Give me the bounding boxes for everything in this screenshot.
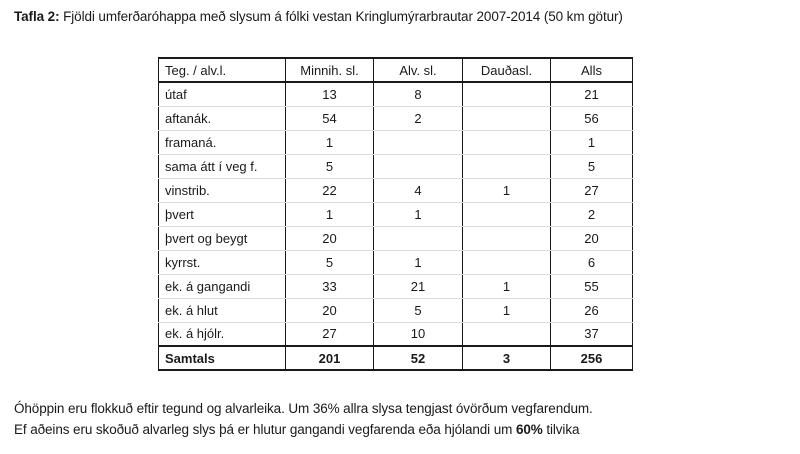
table-row bbox=[159, 226, 633, 250]
table-header bbox=[159, 58, 633, 82]
cell-serious: 10 bbox=[374, 322, 463, 346]
cell-type: ek. á hjólr. bbox=[159, 322, 286, 346]
table-row bbox=[159, 298, 633, 322]
cell-minor: 1 bbox=[286, 130, 374, 154]
cell-serious: 21 bbox=[374, 274, 463, 298]
cell-fatal bbox=[463, 322, 551, 346]
accident-statistics-table-container bbox=[158, 57, 633, 371]
table-totals-row bbox=[159, 346, 633, 370]
cell-type: aftanák. bbox=[159, 106, 286, 130]
cell-fatal: 1 bbox=[463, 178, 551, 202]
cell-serious bbox=[374, 130, 463, 154]
table-body bbox=[159, 82, 633, 370]
totals-fatal: 3 bbox=[463, 346, 551, 370]
cell-type: sama átt í veg f. bbox=[159, 154, 286, 178]
cell-minor: 5 bbox=[286, 154, 374, 178]
table-row bbox=[159, 154, 633, 178]
column-header-fatal: Dauðasl. bbox=[463, 58, 551, 82]
cell-minor: 33 bbox=[286, 274, 374, 298]
column-header-minor: Minnih. sl. bbox=[286, 58, 374, 82]
cell-minor: 27 bbox=[286, 322, 374, 346]
cell-serious: 8 bbox=[374, 82, 463, 106]
table-header-row bbox=[159, 58, 633, 82]
cell-type: þvert bbox=[159, 202, 286, 226]
cell-serious: 4 bbox=[374, 178, 463, 202]
note-line-1 bbox=[14, 398, 794, 419]
column-header-type: Teg. / alv.l. bbox=[159, 58, 286, 82]
cell-serious: 1 bbox=[374, 202, 463, 226]
note-line-2-highlight: 60% bbox=[515, 422, 543, 437]
note-line-1-text: Óhöppin eru flokkuð eftir tegund og alvarleika. Um 36% allra slysa tengjast óvörðum vegfarendum. bbox=[14, 401, 593, 416]
cell-total: 20 bbox=[551, 226, 633, 250]
accident-statistics-table bbox=[158, 57, 633, 371]
cell-fatal bbox=[463, 202, 551, 226]
cell-serious: 1 bbox=[374, 250, 463, 274]
totals-minor: 201 bbox=[286, 346, 374, 370]
cell-type: vinstrib. bbox=[159, 178, 286, 202]
cell-fatal bbox=[463, 154, 551, 178]
cell-type: ek. á gangandi bbox=[159, 274, 286, 298]
cell-fatal bbox=[463, 250, 551, 274]
cell-fatal bbox=[463, 226, 551, 250]
table-row bbox=[159, 202, 633, 226]
note-line-2-text-start: Ef aðeins eru skoðuð alvarleg slys þá er hlutur gangandi vegfarenda eða hjólandi um bbox=[14, 422, 516, 437]
cell-minor: 13 bbox=[286, 82, 374, 106]
table-row bbox=[159, 82, 633, 106]
table-row bbox=[159, 322, 633, 346]
cell-minor: 22 bbox=[286, 178, 374, 202]
cell-minor: 54 bbox=[286, 106, 374, 130]
table-notes bbox=[14, 398, 794, 440]
column-header-serious: Alv. sl. bbox=[374, 58, 463, 82]
cell-type: útaf bbox=[159, 82, 286, 106]
cell-serious: 5 bbox=[374, 298, 463, 322]
cell-total: 56 bbox=[551, 106, 633, 130]
cell-minor: 1 bbox=[286, 202, 374, 226]
cell-minor: 20 bbox=[286, 226, 374, 250]
cell-type: þvert og beygt bbox=[159, 226, 286, 250]
cell-serious bbox=[374, 226, 463, 250]
table-row bbox=[159, 274, 633, 298]
cell-type: ek. á hlut bbox=[159, 298, 286, 322]
caption-text: Fjöldi umferðaróhappa með slysum á fólki vestan Kringlumýrarbrautar 2007-2014 (50 km götur) bbox=[63, 9, 623, 24]
cell-total: 1 bbox=[551, 130, 633, 154]
caption-label: Tafla 2: bbox=[14, 9, 60, 24]
cell-fatal bbox=[463, 130, 551, 154]
cell-serious: 2 bbox=[374, 106, 463, 130]
cell-fatal: 1 bbox=[463, 298, 551, 322]
totals-serious: 52 bbox=[374, 346, 463, 370]
cell-serious bbox=[374, 154, 463, 178]
totals-total: 256 bbox=[551, 346, 633, 370]
cell-fatal bbox=[463, 106, 551, 130]
cell-type: kyrrst. bbox=[159, 250, 286, 274]
table-row bbox=[159, 106, 633, 130]
table-row bbox=[159, 250, 633, 274]
cell-total: 27 bbox=[551, 178, 633, 202]
cell-type: framaná. bbox=[159, 130, 286, 154]
cell-minor: 20 bbox=[286, 298, 374, 322]
table-row bbox=[159, 130, 633, 154]
note-line-2 bbox=[14, 419, 794, 440]
cell-total: 5 bbox=[551, 154, 633, 178]
table-row bbox=[159, 178, 633, 202]
cell-total: 21 bbox=[551, 82, 633, 106]
cell-total: 37 bbox=[551, 322, 633, 346]
cell-fatal: 1 bbox=[463, 274, 551, 298]
column-header-total: Alls bbox=[551, 58, 633, 82]
cell-minor: 5 bbox=[286, 250, 374, 274]
cell-total: 55 bbox=[551, 274, 633, 298]
note-line-2-text-end: tilvika bbox=[542, 422, 580, 437]
cell-fatal bbox=[463, 82, 551, 106]
table-caption bbox=[14, 8, 792, 26]
cell-total: 6 bbox=[551, 250, 633, 274]
cell-total: 2 bbox=[551, 202, 633, 226]
totals-label: Samtals bbox=[159, 346, 286, 370]
cell-total: 26 bbox=[551, 298, 633, 322]
